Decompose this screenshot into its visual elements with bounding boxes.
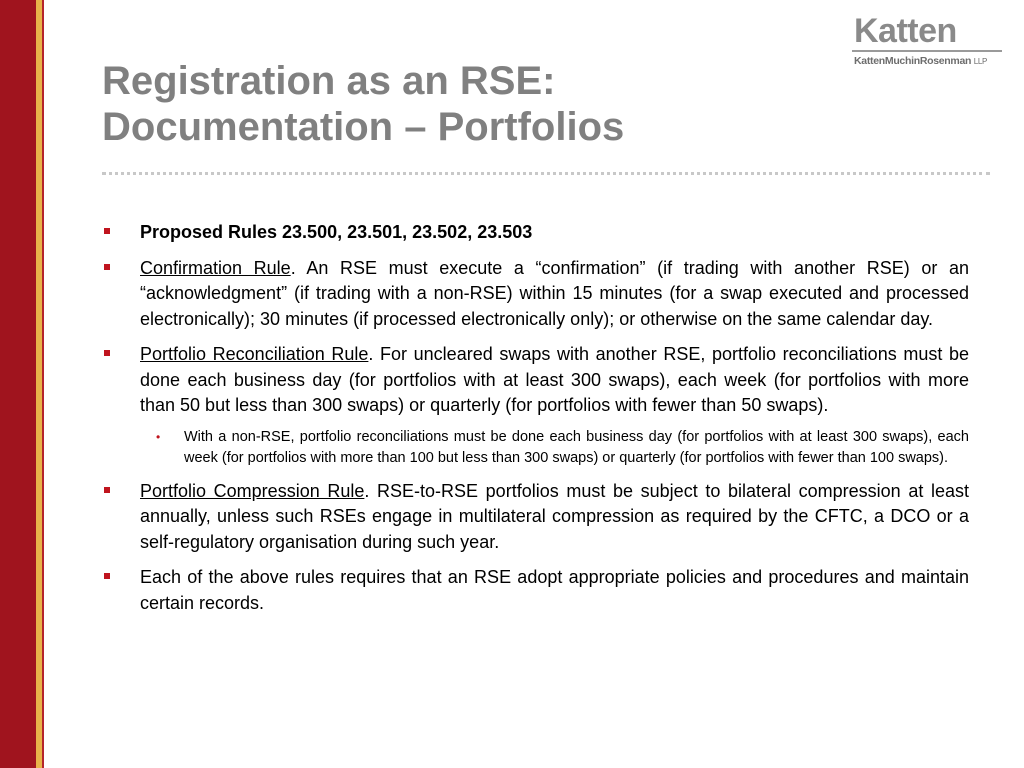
- logo-firm-name: [852, 52, 1004, 69]
- bullet-text: Each of the above rules requires that an RSE adopt appropriate policies and procedures and maintain certain records.: [140, 567, 969, 613]
- left-red-band: [0, 0, 36, 768]
- slide-title-line1: Registration as an RSE:: [102, 59, 556, 103]
- bullet-heading: Confirmation Rule: [140, 257, 291, 278]
- bullet-confirmation-rule: [102, 256, 969, 333]
- bullet-heading: Portfolio Reconciliation Rule: [140, 344, 369, 364]
- square-bullet-icon: [104, 487, 110, 493]
- left-thin-band: [42, 0, 44, 768]
- bullet-proposed-rules: [102, 220, 969, 246]
- bullet-lead-text: Proposed Rules 23.500, 23.501, 23.502, 23.503: [140, 222, 533, 242]
- square-bullet-icon: [104, 350, 110, 356]
- bullet-text: . RSE-to-RSE portfolios must be subject to bilateral compression at least annually, unless such RSEs engage in multilateral compression as required by the CFTC, a DCO or a self-regulatory organisation during such year.: [140, 480, 970, 552]
- square-bullet-icon: [104, 264, 110, 270]
- logo-llp: LLP: [973, 57, 988, 66]
- round-bullet-icon: •: [156, 429, 161, 444]
- square-bullet-icon: [104, 573, 110, 579]
- logo-wordmark: Katten: [854, 12, 957, 50]
- bullet-policies-procedures: [102, 565, 969, 616]
- bullet-heading: Portfolio Compression Rule: [140, 480, 365, 501]
- sub-bullet-text: With a non-RSE, portfolio reconciliations must be done each business day (for portfolios with at least 300 swaps), each week (for portfolios with more than 100 but less than 300 swaps) or quarterly (for portfolios with fewer than 100 swaps).: [184, 428, 969, 466]
- sub-bullet-non-rse: [156, 427, 969, 469]
- square-bullet-icon: [104, 228, 110, 234]
- bullet-text: . An RSE must execute a “confirmation” (if trading with another RSE) or an “acknowledgment” (if trading with a non-RSE) within 15 minutes (for a swap executed and processed electronically); 30 minutes (if processed electronically only); or otherwise on the same calendar day.: [140, 257, 969, 329]
- title-divider: [102, 172, 990, 175]
- slide-title-line2: Documentation – Portfolios: [102, 105, 625, 149]
- bullet-portfolio-reconciliation-rule: [102, 342, 969, 419]
- katten-logo: [852, 12, 1004, 69]
- slide-body: [102, 220, 969, 626]
- bullet-portfolio-compression-rule: [102, 479, 969, 556]
- slide-title: [102, 58, 822, 150]
- logo-firm-name-text: KattenMuchinRosenman: [854, 55, 972, 67]
- bullet-text: . For uncleared swaps with another RSE, portfolio reconciliations must be done each business day (for portfolios with at least 300 swaps), each week (for portfolios with more than 50 but less than 300 swaps) or quarterly (for portfolios with fewer than 50 swaps).: [140, 344, 969, 415]
